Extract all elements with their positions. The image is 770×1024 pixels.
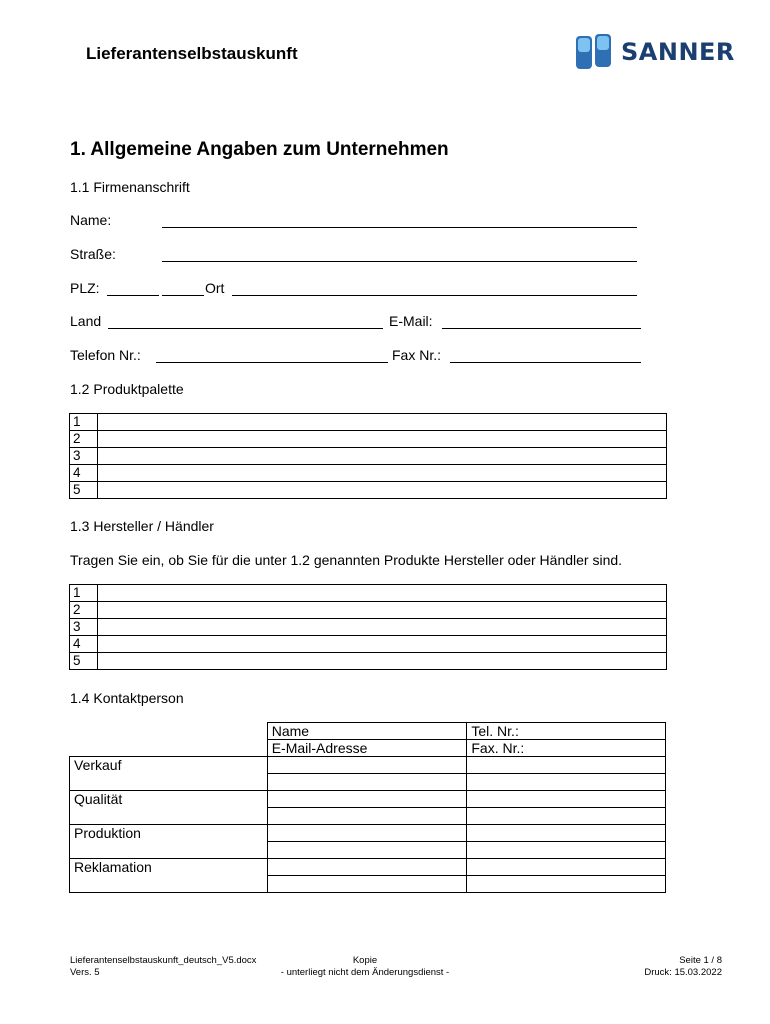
contact-fax-cell[interactable] xyxy=(467,808,666,825)
table-row xyxy=(70,448,667,465)
row-number: 1 xyxy=(70,585,98,602)
table-row xyxy=(70,825,666,842)
empty-header-cell xyxy=(70,740,268,757)
row-number: 4 xyxy=(70,636,98,653)
contact-tel-cell[interactable] xyxy=(467,825,666,842)
contact-name-cell[interactable] xyxy=(267,757,467,774)
row-number: 2 xyxy=(70,602,98,619)
contact-role-verkauf: Verkauf xyxy=(70,757,268,791)
subsection-kontaktperson: 1.4 Kontaktperson xyxy=(70,690,184,706)
produkt-cell[interactable] xyxy=(98,448,667,465)
footer-center xyxy=(265,955,465,979)
telefon-label: Telefon Nr.: xyxy=(70,347,141,363)
contact-tel-cell[interactable] xyxy=(467,859,666,876)
footer-filename: Lieferantenselbstauskunft_deutsch_V5.docx xyxy=(70,955,257,966)
name-header: Name xyxy=(267,723,467,740)
contact-role-reklamation: Reklamation xyxy=(70,859,268,893)
contact-email-cell[interactable] xyxy=(267,842,467,859)
contact-email-cell[interactable] xyxy=(267,774,467,791)
table-row xyxy=(70,740,666,757)
contact-name-cell[interactable] xyxy=(267,825,467,842)
table-row xyxy=(70,791,666,808)
tel-header: Tel. Nr.: xyxy=(467,723,666,740)
fax-field[interactable] xyxy=(450,362,641,363)
document-title: Lieferantenselbstauskunft xyxy=(86,44,298,63)
name-field[interactable] xyxy=(162,227,637,228)
contact-name-cell[interactable] xyxy=(267,859,467,876)
table-row xyxy=(70,465,667,482)
hersteller-cell[interactable] xyxy=(98,585,667,602)
hersteller-instruction: Tragen Sie ein, ob Sie für die unter 1.2 genannten Produkte Hersteller oder Händler sind. xyxy=(70,552,623,568)
table-row xyxy=(70,482,667,499)
footer-version: Vers. 5 xyxy=(70,967,100,978)
contact-fax-cell[interactable] xyxy=(467,774,666,791)
plz-label: PLZ: xyxy=(70,280,100,296)
page-number: Seite 1 / 8 xyxy=(679,955,722,966)
table-row xyxy=(70,602,667,619)
land-field[interactable] xyxy=(108,328,383,329)
email-label: E-Mail: xyxy=(389,313,433,329)
strasse-label: Straße: xyxy=(70,246,116,262)
produkt-cell[interactable] xyxy=(98,414,667,431)
fax-label: Fax Nr.: xyxy=(392,347,442,363)
footer-notice: - unterliegt nicht dem Änderungsdienst - xyxy=(280,967,450,978)
contact-role-produktion: Produktion xyxy=(70,825,268,859)
fax-header: Fax. Nr.: xyxy=(467,740,666,757)
hersteller-cell[interactable] xyxy=(98,619,667,636)
table-row xyxy=(70,723,666,740)
produkt-cell[interactable] xyxy=(98,482,667,499)
row-number: 2 xyxy=(70,431,98,448)
table-row xyxy=(70,653,667,670)
row-number: 3 xyxy=(70,448,98,465)
plz-field[interactable] xyxy=(107,295,159,296)
contact-tel-cell[interactable] xyxy=(467,791,666,808)
sanner-logo xyxy=(575,33,735,71)
hersteller-cell[interactable] xyxy=(98,653,667,670)
produkt-cell[interactable] xyxy=(98,431,667,448)
footer-copy: Kopie xyxy=(352,955,378,966)
contact-fax-cell[interactable] xyxy=(467,842,666,859)
contact-fax-cell[interactable] xyxy=(467,876,666,893)
produkt-cell[interactable] xyxy=(98,465,667,482)
kontakt-table xyxy=(69,722,666,893)
table-row xyxy=(70,414,667,431)
strasse-field[interactable] xyxy=(162,261,637,262)
contact-role-qualitaet: Qualität xyxy=(70,791,268,825)
row-number: 3 xyxy=(70,619,98,636)
subsection-produktpalette: 1.2 Produktpalette xyxy=(70,381,184,397)
empty-header-cell xyxy=(70,723,268,740)
row-number: 1 xyxy=(70,414,98,431)
produkt-table xyxy=(69,413,667,499)
name-label: Name: xyxy=(70,212,112,228)
subsection-firmenanschrift: 1.1 Firmenanschrift xyxy=(70,179,190,195)
contact-tel-cell[interactable] xyxy=(467,757,666,774)
sanner-logo-icon xyxy=(575,33,613,71)
table-row xyxy=(70,859,666,876)
ort-field[interactable] xyxy=(232,295,637,296)
section-heading: 1. Allgemeine Angaben zum Unternehmen xyxy=(70,139,449,160)
logo-text: SANNER xyxy=(621,38,735,66)
plz-ort-separator-field[interactable] xyxy=(162,295,204,296)
contact-email-cell[interactable] xyxy=(267,808,467,825)
land-label: Land xyxy=(70,313,102,329)
hersteller-cell[interactable] xyxy=(98,602,667,619)
table-row xyxy=(70,619,667,636)
telefon-field[interactable] xyxy=(156,362,388,363)
contact-name-cell[interactable] xyxy=(267,791,467,808)
subsection-hersteller: 1.3 Hersteller / Händler xyxy=(70,518,214,534)
table-row xyxy=(70,585,667,602)
print-date: Druck: 15.03.2022 xyxy=(644,967,722,978)
row-number: 4 xyxy=(70,465,98,482)
email-field[interactable] xyxy=(442,328,641,329)
hersteller-cell[interactable] xyxy=(98,636,667,653)
footer-left xyxy=(70,955,256,979)
table-row xyxy=(70,757,666,774)
table-row xyxy=(70,431,667,448)
contact-email-cell[interactable] xyxy=(267,876,467,893)
email-header: E-Mail-Adresse xyxy=(267,740,467,757)
ort-label: Ort xyxy=(205,280,225,296)
table-row xyxy=(70,636,667,653)
footer-right xyxy=(560,955,722,979)
row-number: 5 xyxy=(70,653,98,670)
hersteller-table xyxy=(69,584,667,670)
row-number: 5 xyxy=(70,482,98,499)
